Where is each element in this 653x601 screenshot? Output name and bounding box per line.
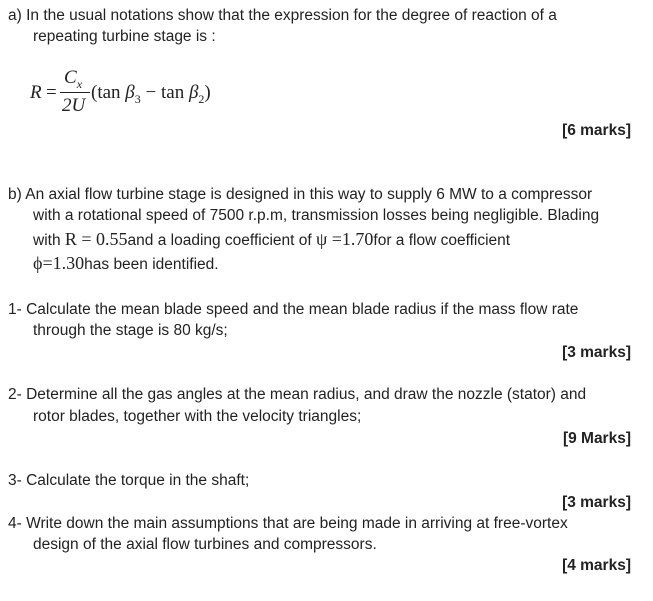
question-1-line-2: through the stage is 80 kg/s; bbox=[33, 322, 228, 339]
formula-lhs: R bbox=[30, 82, 42, 103]
question-4-line-1: 4- Write down the main assumptions that are being made in arriving at free-vortex bbox=[8, 515, 568, 532]
question-4-marks: [4 marks] bbox=[562, 557, 631, 574]
question-2-line-1: 2- Determine all the gas angles at the mean radius, and draw the nozzle (stator) and bbox=[8, 386, 587, 403]
question-1-marks: [3 marks] bbox=[562, 344, 631, 361]
loading-coefficient-value: ψ =1.70 bbox=[315, 229, 374, 249]
part-b-line-1: b) An axial flow turbine stage is designed in this way to supply 6 MW to a compressor bbox=[8, 186, 593, 203]
formula-equals: = bbox=[46, 82, 57, 103]
question-1-line-1: 1- Calculate the mean blade speed and the mean blade radius if the mass flow rate bbox=[8, 301, 579, 318]
question-4-line-2: design of the axial flow turbines and compressors. bbox=[33, 536, 377, 553]
part-a-marks: [6 marks] bbox=[562, 122, 631, 139]
part-a-line-1: a) In the usual notations show that the expression for the degree of reaction of a bbox=[8, 7, 557, 24]
question-2-marks: [9 Marks] bbox=[562, 430, 631, 447]
part-b-line-2: with a rotational speed of 7500 r.p.m, transmission losses being negligible. Blading bbox=[33, 207, 600, 224]
formula-bracket-term: (tan $\beta_3 - \tan \beta_2$) bbox=[91, 82, 211, 106]
question-2-line-2: rotor blades, together with the velocity triangles; bbox=[33, 408, 362, 425]
reaction-value: R = 0.55 bbox=[64, 229, 128, 249]
formula-denominator: 2U bbox=[62, 95, 86, 116]
fraction-bar bbox=[60, 92, 90, 93]
part-b-line-4: ϕ=1.30has been identified. bbox=[33, 253, 219, 273]
question-3-line-1: 3- Calculate the torque in the shaft; bbox=[8, 472, 250, 489]
part-a-line-2: repeating turbine stage is : bbox=[33, 28, 216, 45]
formula-numerator: $C_x$ bbox=[64, 67, 83, 91]
question-3-marks: [3 marks] bbox=[562, 494, 631, 511]
flow-coefficient-value: ϕ=1.30 bbox=[33, 253, 85, 273]
part-b-line-3: with R = 0.55and a loading coefficient of ψ =1.70for a flow coefficient bbox=[33, 229, 511, 249]
